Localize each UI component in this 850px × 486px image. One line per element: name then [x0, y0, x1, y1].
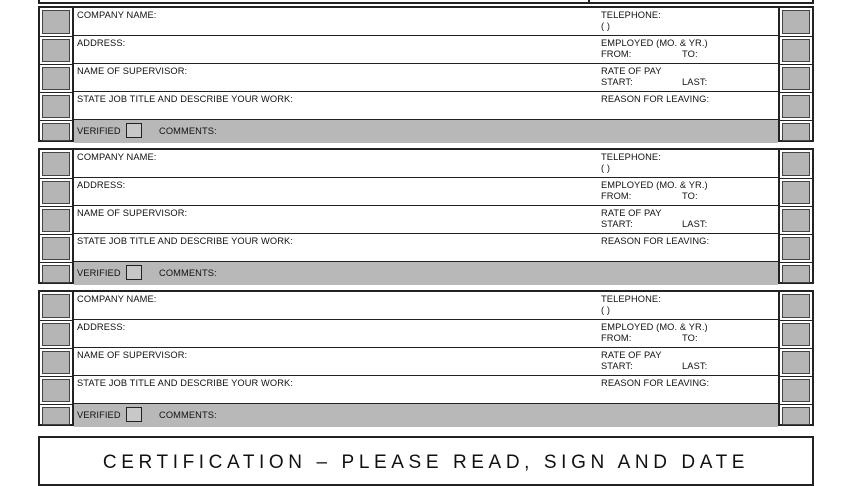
check-cell[interactable] [780, 348, 812, 376]
check-cell[interactable] [780, 178, 812, 206]
employment-fields [74, 150, 778, 282]
check-cell[interactable] [780, 8, 812, 36]
address-row[interactable] [74, 320, 778, 348]
right-check-column [778, 8, 812, 140]
certification-title: CERTIFICATION – PLEASE READ, SIGN AND DATE [102, 452, 750, 473]
job-title-label: STATE JOB TITLE AND DESCRIBE YOUR WORK: [77, 236, 294, 246]
check-cell[interactable] [40, 150, 72, 178]
last-label: LAST: [682, 219, 708, 229]
telephone-label: TELEPHONE: [601, 294, 661, 304]
from-label: FROM: [601, 49, 632, 59]
left-check-column [40, 8, 74, 140]
check-cell[interactable] [780, 64, 812, 92]
telephone-area-code: ( ) [601, 163, 611, 173]
address-row[interactable] [74, 36, 778, 64]
left-check-column [40, 292, 74, 424]
check-cell[interactable] [40, 348, 72, 376]
check-cell[interactable] [40, 64, 72, 92]
employment-fields [74, 292, 778, 424]
employment-fields [74, 8, 778, 140]
verified-row [74, 404, 778, 427]
check-cell[interactable] [40, 8, 72, 36]
supervisor-label: NAME OF SUPERVISOR: [77, 350, 188, 360]
employment-block-1 [38, 6, 814, 142]
top-border [38, 0, 814, 4]
to-label: TO: [682, 49, 698, 59]
rate-of-pay-label: RATE OF PAY [601, 66, 662, 76]
check-cell[interactable] [780, 376, 812, 404]
check-cell[interactable] [780, 206, 812, 234]
telephone-area-code: ( ) [601, 305, 611, 315]
from-label: FROM: [601, 333, 632, 343]
employment-block-3 [38, 290, 814, 426]
supervisor-row[interactable] [74, 206, 778, 234]
last-label: LAST: [682, 77, 708, 87]
check-cell[interactable] [40, 120, 72, 143]
comments-label: COMMENTS: [159, 410, 217, 420]
check-cell[interactable] [780, 120, 812, 143]
check-cell[interactable] [40, 404, 72, 427]
employed-label: EMPLOYED (MO. & YR.) [601, 38, 708, 48]
verified-checkbox[interactable] [126, 123, 142, 138]
check-cell[interactable] [40, 92, 72, 120]
last-label: LAST: [682, 361, 708, 371]
comments-label: COMMENTS: [159, 268, 217, 278]
supervisor-label: NAME OF SUPERVISOR: [77, 208, 188, 218]
check-cell[interactable] [780, 404, 812, 427]
company-row[interactable] [74, 150, 778, 178]
employed-label: EMPLOYED (MO. & YR.) [601, 322, 708, 332]
certification-section [38, 436, 814, 486]
verified-row [74, 120, 778, 143]
from-label: FROM: [601, 191, 632, 201]
company-row[interactable] [74, 8, 778, 36]
address-label: ADDRESS: [77, 322, 126, 332]
job-title-row[interactable] [74, 92, 778, 120]
check-cell[interactable] [40, 206, 72, 234]
reason-label: REASON FOR LEAVING: [601, 378, 710, 388]
verified-label: VERIFIED [77, 126, 121, 136]
start-label: START: [601, 219, 633, 229]
employed-label: EMPLOYED (MO. & YR.) [601, 180, 708, 190]
address-row[interactable] [74, 178, 778, 206]
supervisor-label: NAME OF SUPERVISOR: [77, 66, 188, 76]
right-check-column [778, 150, 812, 282]
check-cell[interactable] [40, 178, 72, 206]
job-title-label: STATE JOB TITLE AND DESCRIBE YOUR WORK: [77, 94, 294, 104]
verified-label: VERIFIED [77, 410, 121, 420]
to-label: TO: [682, 333, 698, 343]
company-row[interactable] [74, 292, 778, 320]
supervisor-row[interactable] [74, 64, 778, 92]
telephone-label: TELEPHONE: [601, 10, 661, 20]
address-label: ADDRESS: [77, 180, 126, 190]
employment-block-2 [38, 148, 814, 284]
telephone-area-code: ( ) [601, 21, 611, 31]
rate-of-pay-label: RATE OF PAY [601, 208, 662, 218]
verified-row [74, 262, 778, 285]
reason-label: REASON FOR LEAVING: [601, 94, 710, 104]
check-cell[interactable] [780, 292, 812, 320]
right-check-column [778, 292, 812, 424]
to-label: TO: [682, 191, 698, 201]
start-label: START: [601, 361, 633, 371]
check-cell[interactable] [40, 376, 72, 404]
rate-of-pay-label: RATE OF PAY [601, 350, 662, 360]
check-cell[interactable] [780, 262, 812, 285]
start-label: START: [601, 77, 633, 87]
left-check-column [40, 150, 74, 282]
check-cell[interactable] [40, 292, 72, 320]
top-border-tick [588, 0, 590, 4]
job-title-label: STATE JOB TITLE AND DESCRIBE YOUR WORK: [77, 378, 294, 388]
company-name-label: COMPANY NAME: [77, 294, 157, 304]
telephone-label: TELEPHONE: [601, 152, 661, 162]
verified-label: VERIFIED [77, 268, 121, 278]
check-cell[interactable] [780, 234, 812, 262]
verified-checkbox[interactable] [126, 265, 142, 280]
company-name-label: COMPANY NAME: [77, 10, 157, 20]
check-cell[interactable] [40, 262, 72, 285]
reason-label: REASON FOR LEAVING: [601, 236, 710, 246]
check-cell[interactable] [40, 320, 72, 348]
check-cell[interactable] [780, 36, 812, 64]
comments-label: COMMENTS: [159, 126, 217, 136]
check-cell[interactable] [780, 320, 812, 348]
check-cell[interactable] [780, 150, 812, 178]
job-title-row[interactable] [74, 234, 778, 262]
supervisor-row[interactable] [74, 348, 778, 376]
check-cell[interactable] [40, 36, 72, 64]
check-cell[interactable] [780, 92, 812, 120]
verified-checkbox[interactable] [126, 407, 142, 422]
check-cell[interactable] [40, 234, 72, 262]
company-name-label: COMPANY NAME: [77, 152, 157, 162]
job-title-row[interactable] [74, 376, 778, 404]
address-label: ADDRESS: [77, 38, 126, 48]
